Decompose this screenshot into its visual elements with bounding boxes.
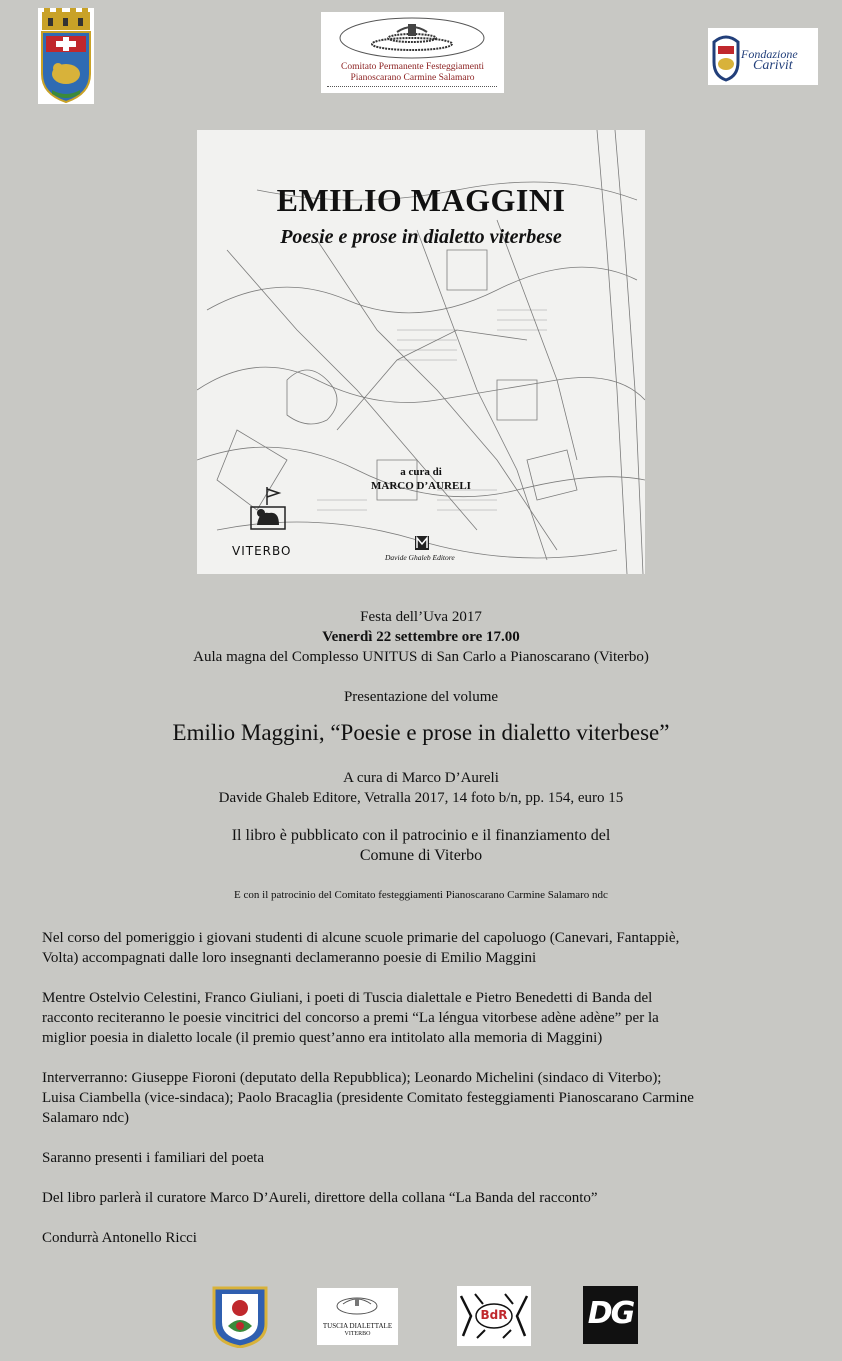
school-shield-icon [212, 1284, 268, 1348]
book-heading: Emilio Maggini, “Poesie e prose in dialetto viterbese” [172, 720, 670, 745]
paragraph-speakers-l3: Salamaro ndc) [42, 1110, 130, 1126]
publisher-mark-icon [415, 536, 429, 550]
davide-ghaleb-logo [583, 1286, 638, 1344]
carivit-name-line1: Fondazione [741, 47, 798, 61]
patronage-line1: Il libro è pubblicato con il patrocinio e il finanziamento del [231, 827, 611, 844]
fondazione-carivit-logo [708, 28, 818, 85]
cover-publisher: Davide Ghaleb Editore [385, 553, 455, 562]
coat-of-arms-logo [38, 8, 94, 104]
cover-curator-prefix: a cura di [400, 466, 442, 478]
event-venue: Aula magna del Complesso UNITUS di San Carlo a Pianoscarano (Viterbo) [193, 649, 649, 665]
comitato-logo [321, 12, 504, 93]
paragraph-poets-l3: miglior poesia in dialetto locale (il premio quest’anno era intitolato alla memoria di Maggini) [42, 1030, 603, 1046]
viterbo-crest-icon [38, 8, 94, 104]
cover-subtitle: Poesie e prose in dialetto viterbese [280, 226, 562, 248]
paragraph-poets-l1: Mentre Ostelvio Celestini, Franco Giuliani, i poeti di Tuscia dialettale e Pietro Benedetti di Banda del [42, 990, 653, 1006]
paragraph-curator: Del libro parlerà il curatore Marco D’Aureli, direttore della collana “La Banda del racconto” [42, 1190, 598, 1206]
patronage-line2: Comune di Viterbo [359, 847, 483, 864]
book-cover [197, 130, 645, 574]
event-datetime: Venerdì 22 settembre ore 17.00 [322, 629, 520, 645]
paragraph-speakers-l2: Luisa Ciambella (vice-sindaca); Paolo Bracaglia (presidente Comitato festeggiamenti Pianoscarano Carmine [42, 1090, 694, 1106]
dg-label: DG [587, 1296, 634, 1331]
tuscia-label-line2: VITERBO [344, 1331, 371, 1337]
patronage-small: E con il patrocinio del Comitato festeggiamenti Pianoscarano Carmine Salamaro ndc [234, 889, 608, 901]
cover-curator: MARCO D’AURELI [371, 480, 471, 492]
paragraph-students-l2: Volta) accompagnati dalle loro insegnanti declameranno poesie di Emilio Maggini [42, 950, 537, 966]
tuscia-dialettale-logo [317, 1288, 398, 1345]
paragraph-students-l1: Nel corso del pomeriggio i giovani studenti di alcune scuole primarie del capoluogo (Canevari, Fantappiè, [42, 930, 680, 946]
book-details: Davide Ghaleb Editore, Vetralla 2017, 14 foto b/n, pp. 154, euro 15 [218, 790, 624, 806]
festival-name: Festa dell’Uva 2017 [360, 609, 482, 625]
paragraph-family: Saranno presenti i familiari del poeta [42, 1150, 265, 1166]
curator-line: A cura di Marco D’Aureli [343, 770, 499, 786]
paragraph-speakers-l1: Interverranno: Giuseppe Fioroni (deputato della Repubblica); Leonardo Michelini (sindaco di Viterbo); [42, 1070, 662, 1086]
bdr-label: BdR [480, 1308, 508, 1322]
carivit-name-line2: Carivit [753, 58, 793, 73]
comitato-name-line1: Comitato Permanente Festeggiamenti [341, 62, 484, 72]
presentation-intro: Presentazione del volume [343, 689, 499, 705]
paragraph-poets-l2: racconto reciteranno le poesie vincitrici del concorso a premi “La léngua vitorbese adène adène” per la [42, 1010, 659, 1026]
fountain-sketch-icon [335, 1292, 380, 1318]
contact-dots [327, 86, 497, 89]
cover-city-label: VITERBO [232, 544, 292, 558]
cover-title: EMILIO MAGGINI [276, 182, 566, 218]
fountain-emblem-icon [337, 16, 488, 60]
paragraph-host: Condurrà Antonello Ricci [42, 1230, 197, 1246]
banda-del-racconto-logo [457, 1286, 531, 1346]
carivit-emblem-icon [710, 32, 742, 82]
tuscia-label-line1: TUSCIA DIALETTALE [322, 1322, 393, 1330]
school-crest-logo [212, 1284, 268, 1348]
comitato-name-line2: Pianoscarano Carmine Salamaro [350, 73, 475, 83]
viterbo-lion-icon [245, 485, 293, 537]
